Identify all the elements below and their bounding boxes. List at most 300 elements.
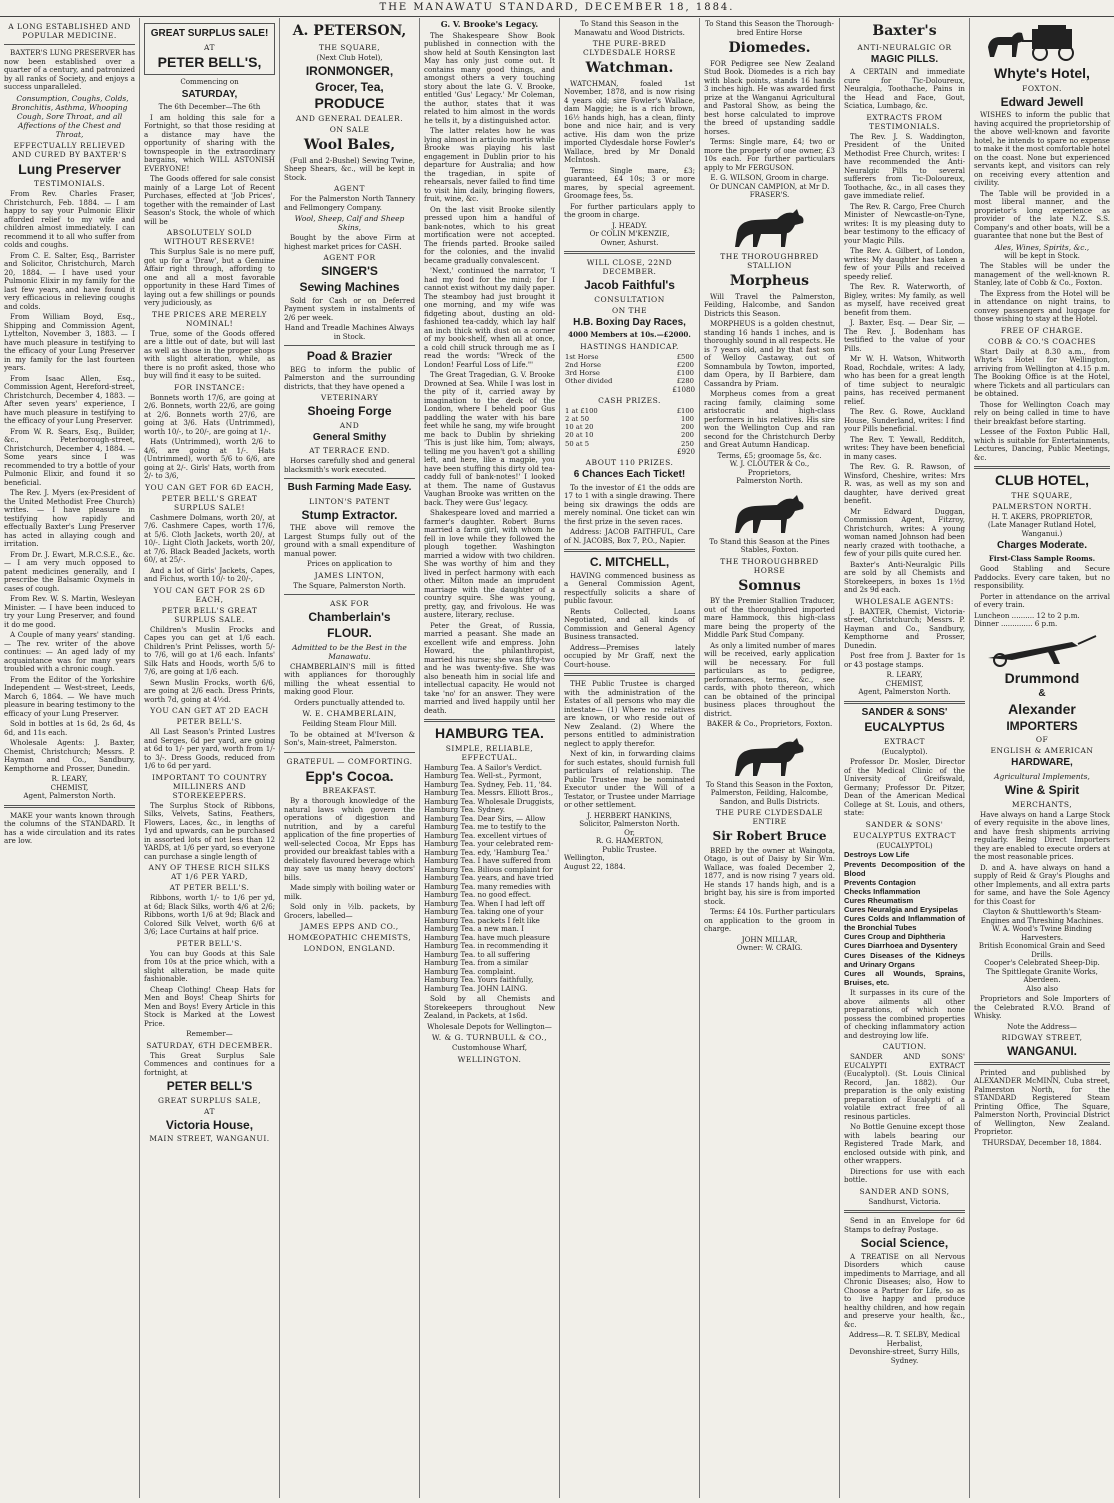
pills-sold: Baxter's Anti-Neuralgic Pills are sold by all Chemists and Storekeepers, in boxes 1s 1½d and 2s 9d each. xyxy=(844,559,965,595)
chamberlains: Chamberlain's xyxy=(308,610,391,625)
mitchell-address: Address—Premises lately occupied by Mr Graff, next the Court-house. xyxy=(564,642,695,669)
homeopathic: HOMŒOPATHIC CHEMISTS, xyxy=(287,933,412,943)
morpheus-title: Morpheus xyxy=(729,272,810,289)
divider xyxy=(4,805,135,808)
prize-table xyxy=(564,353,695,386)
shoeing-forge: Shoeing Forge xyxy=(307,404,392,419)
social-para: A TREATISE on all Nervous Disorders which cause impediments to Marriage, and all Chronic Diseases; also, How to Choose a Partner for Life, so as to live happy and produce healthy children, and how regain and preserve your health, &c., &c. xyxy=(844,1251,965,1329)
agent: AGENT xyxy=(334,184,365,194)
turnbull: W. & G. TURNBULL & CO., xyxy=(431,1033,548,1043)
epps-cocoa: Epp's Cocoa. xyxy=(305,767,394,784)
clayton: Clayton & Shuttleworth's Steam-Engines and Threshing Machines. xyxy=(980,907,1104,925)
stump-para: THE above will remove the Largest Stumps fully out of the ground with a small expenditure of manual power. xyxy=(284,523,415,558)
chamberlain-para: CHAMBERLAIN'S mill is fitted with appliances for thoroughly milling the wheat essential to making good Flour. xyxy=(284,661,415,697)
foxton: FOXTON. xyxy=(1022,83,1062,93)
extract: The Rev. T. Yewall, Redditch, writes: They have been beneficial in many cases. xyxy=(844,434,965,461)
legacy-para: The Great Tragedian, G. V. Brooke Drowned at Sea. While I was lost in the pity of it, carried away by imagination to the deck of the London, where I beheld poor Gus paddling the water with his bare feet while he sang, my wife brought me back to Dublin by shrieking 'This is just like him, Tom; always, telling me you haven't got a shilling left, and here, like a magpie, you have been stuffing this dirty old tea-caddy full of bank-notes!' I looked at them. The name of Gustavus Vaughan Brooke was written on the back. They were Gus' legacy. xyxy=(424,370,555,507)
legacy-para: The Shakespeare Show Book published in connection with the show held at South Kensington last May has only just come out. It contains many good things, and amongst others a very touching story about the late G. V. Brooke, entitled 'Gus' Legacy.' Mr Coleman, the author, states that it was related to him almost in the words he tells it, by a distinguished actor. xyxy=(424,30,555,125)
general-dealer: AND GENERAL DEALER. xyxy=(295,114,404,124)
millar: JOHN MILLAR, xyxy=(741,934,798,944)
hamburg-line: Hamburg Tea. When I had left off xyxy=(424,898,545,908)
extract: Mr Edward Duggan, Commission Agent, Fitzroy, Christchurch, writes: A young woman named Johnson had been nearly crazed with toothache, a few of your pills quite cured her. xyxy=(844,506,965,559)
cure-item: Checks Inflammation xyxy=(844,886,921,896)
spittlegate: The Spittlegate Granite Works, Aberdeen. xyxy=(986,966,1098,985)
also: Also also xyxy=(1026,983,1058,993)
alexander: Alexander xyxy=(1008,701,1076,718)
watchman-particulars: For further particulars apply to the groom in charge. xyxy=(564,201,695,220)
sale-remember: Remember— xyxy=(186,1029,233,1039)
hamburg-line: Hamburg Tea. excellent virtues of xyxy=(424,830,547,840)
produce: PRODUCE xyxy=(314,95,385,112)
ridgway: RIDGWAY STREET, xyxy=(1001,1033,1083,1043)
jacob-faithful: Jacob Faithful's xyxy=(584,278,675,293)
sale-each: YOU CAN GET AT 2D EACH xyxy=(150,706,269,716)
divider xyxy=(564,549,695,552)
testimonial: From W. R. Sears, Esq., Builder, &c., Peterborough-street, Christchurch, December 4, 1884. — Some years since I was recommended to try a bottle of your Pulmonic Elixir, and found it so beneficial. xyxy=(4,426,135,487)
legacy-para: 'Next,' continued the narrator, 'I had my food for the mind; for I cannot exist without my daily paper. The steamboy had just brought it one morning, and my wife was fidgeting about, dusting an old-fashioned tea-caddy, which lay half an inch thick with dust on a corner of my book-shelf, when all at once, a cold chill struck through me as I read the words: "Wreck of the London! Fearful Loss of Life."' xyxy=(424,266,555,369)
lintons-patent: LINTON'S PATENT xyxy=(309,496,390,506)
ales-wines: Ales, Wines, Spirits, &c., xyxy=(994,242,1090,252)
divider xyxy=(974,466,1110,469)
coach-para: Start Daily at 8.30 a.m., from Whyte's Hotel for Wellington, arriving from Wellington at 4.15 p.m. The Booking Office is at the Hotel, where Tickets and all particulars can be obtained. xyxy=(974,346,1110,399)
baxter-sold: Sold in bottles at 1s 6d, 2s 6d, 4s 6d, and 11s each. xyxy=(4,719,135,737)
d-para: Have always on hand a Large Stock of every requisite in the above lines, and have fresh shipments arriving regularly. Being Direct Importers they are enabled to execute orders at the most reasonable prices. xyxy=(974,809,1110,862)
prize-amount: £100 xyxy=(676,369,694,378)
baxter-relieved: EFFECTUALLY RELIEVED AND CURED BY BAXTER'S xyxy=(12,140,127,159)
sale-date: The 6th December—The 6th xyxy=(158,102,261,112)
prize-row xyxy=(564,369,695,377)
testimonial: The Rev. J. Myers (ex-President of the United Methodist Free Church) writes. — I have pleasure in testifying how rapidly and effectually Baxter's Lung Preserver has acted in allaying cough and irritation. xyxy=(4,488,135,549)
euc-superior: It surpasses in its cure of the above ailments all other preparations, of which none possess the combined properties of checking inflammatory action and destroying low life. xyxy=(844,988,965,1040)
bush-farming: Bush Farming Made Easy. xyxy=(287,482,412,494)
divider xyxy=(564,251,695,254)
legacy-para: Shakespeare loved and married a farmer's daughter. Robert Burns married a farm girl, with whom he fell in love while they followed the plough together. Washington married a widow with two children. She was worthy of him and they lived in perfect harmony with each other. Milton made an imprudent marriage with the daughter of a country squire. She was young, pretty, gay, and frivolous. He was austere, literary, recluse. xyxy=(424,508,555,620)
eucalyptol: (Eucalyptol). xyxy=(881,746,928,756)
for-instance: FOR INSTANCE: xyxy=(174,382,245,392)
grocer: Grocer, Tea, xyxy=(315,79,384,94)
pill-agents: J. BAXTER, Chemist, Victoria-street, Christchurch; Messrs. P. Hayman and Co., Sandbury, Kempthorne and Prosser, Dunedin. xyxy=(844,606,965,650)
prize-row xyxy=(564,431,695,439)
cooper: Cooper's Celebrated Sheep-Dip. xyxy=(984,958,1100,968)
divider xyxy=(284,752,415,753)
divider xyxy=(974,1062,1110,1065)
cure-item: Cures Croup and Diphtheria xyxy=(844,932,946,942)
hamburg-sold: Sold by all Chemists and Storekeepers throughout New Zealand, in Packets, at 1s6d. xyxy=(424,994,555,1021)
prize-label: 2nd Horse xyxy=(565,361,601,370)
solicitor: Solicitor, Palmerston North. xyxy=(579,819,680,829)
watchman-stand: To Stand this Season in the Manawatu and Wood Districts. xyxy=(574,19,685,37)
akers: H. T. AKERS, PROPRIETOR, xyxy=(991,511,1093,521)
prize-row xyxy=(564,440,695,448)
cash-total: £920 xyxy=(676,446,695,456)
testimonials-heading: TESTIMONIALS. xyxy=(33,179,106,189)
leary: R. LEARY, xyxy=(886,670,923,680)
stables-para: The Stables will be under the management of the well-known R. Stanley, late of Cobb & Co., Foxton. xyxy=(974,261,1110,288)
morpheus-travel: Will Travel the Palmerston, Feilding, Halcombe, and Sandon Districts this Season. xyxy=(704,291,835,318)
anti-neuralgic: ANTI-NEURALGIC OR xyxy=(857,42,952,52)
club-square: THE SQUARE, xyxy=(1011,490,1073,500)
somnus-para: BY the Premier Stallion Traducer, out of the thoroughbred imported mare Hammock, this high-class mare being the property of the Middle Park Stud Company. xyxy=(704,596,835,640)
cure-item: Prevents Contagion xyxy=(844,877,916,887)
column-5 xyxy=(560,18,700,1498)
pines-stand: To Stand this Season at the Pines Stables, Foxton. xyxy=(709,536,830,555)
peterson-next: (Next Club Hotel), xyxy=(316,52,383,62)
on-the: ON THE xyxy=(611,305,648,315)
hamburg-line: Hamburg Tea. Sydney, Feb. 11, '84. xyxy=(424,779,552,789)
sale-banner: PETER BELL'S GREAT SURPLUS SALE. xyxy=(161,605,258,624)
jewell-para: WISHES to inform the public that having acquired the proprietorship of the above well-known and favorite hotel, he intends to spare no expense to make it the most comfortable hotel on the coast. None but experienced servants kept, and visitors can rely on receiving every attention and civility. xyxy=(974,110,1110,188)
coach-para2: Those for Wellington Coach may rely on being called in time to have their breakfast before starting. xyxy=(974,399,1110,426)
robert-bruce-title: Sir Robert Bruce xyxy=(712,829,827,844)
baxter-lead: A LONG ESTABLISHED AND POPULAR MEDICINE. xyxy=(8,22,131,40)
sandhurst: Sandhurst, Victoria. xyxy=(868,1196,941,1206)
james-linton: JAMES LINTON, xyxy=(314,570,385,580)
extract: Mr W. H. Watson, Whitworth Road, Rochdale, writes: A lady, who has been for a great length of time subject to neuralgic pains, has received permanent relief. xyxy=(844,354,965,406)
column-6 xyxy=(700,18,840,1498)
stagecoach-icon xyxy=(982,23,1102,63)
stump-prices: Prices on application to xyxy=(307,559,392,569)
prize-amount: £100 xyxy=(676,407,694,416)
chances-para: To the investor of £1 the odds are 17 to 1 with a single drawing. There being six drawings the odds are merely nominal. One ticket can win the first prize in the seven races. xyxy=(564,482,695,526)
agent-palm: Agent, Palmerston North. xyxy=(858,687,951,697)
jf-address: Address: JACOB FAITHFUL, Care of N. JACOBS, Box 7, P.O., Napier. xyxy=(564,527,695,545)
hamburg-line: Hamburg Tea. Bilious complaint for xyxy=(424,864,553,874)
baxters-title: Baxter's xyxy=(872,23,937,39)
testimonial: From Rev. W. S. Martin, Wesleyan Minister. — I have been induced to try your Lung Preserver, and found it do me good. xyxy=(4,594,135,629)
hand-treadle: Hand and Treadle Machines Always in Stock. xyxy=(284,323,415,341)
london: LONDON, ENGLAND. xyxy=(303,944,396,954)
cure-item: Cures all Wounds, Sprains, Bruises, etc. xyxy=(844,968,965,987)
akers-late: (Late Manager Rutland Hotel, Wanganui.) xyxy=(987,520,1097,538)
club-hotel: CLUB HOTEL, xyxy=(994,472,1090,489)
english-american: ENGLISH & AMERICAN xyxy=(990,746,1094,756)
palm-north: Palmerston North. xyxy=(736,476,803,486)
baxter-intro: BAXTER'S LUNG PRESERVER has now been established over a quarter of a century, and patronized by all ranks of Society, and enjoys a success unparalleled. xyxy=(4,48,135,91)
testimonial: From William Boyd, Esq., Shipping and Commission Agent, Lyttelton, November 3, 1883. — I have much pleasure in testifying to the efficacy of your Lung Preserver in my family for the last fourteen years. xyxy=(4,312,135,373)
cure-item: Cures Diarrhoea and Dysentery xyxy=(844,941,958,951)
drummond: Drummond xyxy=(1004,669,1080,686)
prize-amount: £500 xyxy=(676,352,694,361)
veterinary: VETERINARY xyxy=(320,393,379,403)
hamburg-line: Hamburg Tea. a new man. I xyxy=(424,924,524,934)
baxter-ailments: Consumption, Coughs, Colds, Bronchitis, Asthma, Whooping Cough, Sore Throat, and all Affections of the Chest and Throat, xyxy=(11,93,129,139)
watchman-terms: Terms: Single mare, £3; guaranteed, £4 10s; 3 or more mares, by special agreement. Groomage fees, 5s. xyxy=(564,165,695,201)
charges-moderate: Charges Moderate. xyxy=(996,540,1088,552)
skins: Wool, Sheep, Calf and Sheep Skins, xyxy=(294,214,405,233)
eucalyptus: EUCALYPTUS xyxy=(864,720,945,735)
linton-place: The Square, Palmerston North. xyxy=(293,580,406,590)
whytes-hotel: Whyte's Hotel, xyxy=(994,65,1090,81)
porter: Porter in attendance on the arrival of every train. xyxy=(974,591,1110,610)
grateful-comforting: GRATEFUL — COMFORTING. xyxy=(286,756,413,766)
will-close: WILL CLOSE, 22ND DECEMBER. xyxy=(586,258,673,277)
divider xyxy=(844,701,965,704)
sale-important: IMPORTANT TO COUNTRY MILLINERS AND STOREKEEPERS. xyxy=(152,772,267,800)
hamburg-list xyxy=(424,764,555,994)
prize-amount: 100 xyxy=(681,415,694,424)
sale-saturday: SATURDAY, 6TH DECEMBER. xyxy=(146,1040,273,1050)
directions: Directions for use with each bottle. xyxy=(844,1166,965,1185)
clouter: W. J. CLOUTER & Co., xyxy=(729,459,810,469)
column-1 xyxy=(0,18,140,1498)
trustee-para2: Next of kin, in forwarding claims for such estates, should furnish full particulars of relationship. The Public Trustee may be nominated Executor under the Will of a Testator, or Trustee under Marriage or other settlement. xyxy=(564,749,695,810)
prize-label: Other divided xyxy=(565,377,613,386)
somnus-title: Somnus xyxy=(738,577,801,594)
dinner: Dinner .............. 6 p.m. xyxy=(974,619,1058,629)
british: British Economical Grain and Seed Drills. xyxy=(978,941,1106,959)
column-7 xyxy=(840,18,970,1498)
prize-label: 20 at 10 xyxy=(565,431,594,440)
hamburg-line: Hamburg Tea. many remedies with xyxy=(424,881,551,891)
wilson: E. G. WILSON, Groom in charge. xyxy=(710,173,829,183)
members: 4000 Members at 10s.—£2000. xyxy=(568,330,691,340)
extract: The Rev. R. Waterworth, of Bigley, writes: My family, as well as myself, have received great benefit from them. xyxy=(844,282,965,317)
hardware: HARDWARE, xyxy=(1011,757,1073,769)
sale-at: AT xyxy=(203,42,215,52)
breakfast: BREAKFAST. xyxy=(322,786,377,796)
divider xyxy=(284,478,415,479)
bruce-stand: To Stand this Season in the Foxton, Palmerston, Feilding, Halcombe, Sandon, and Bulls Districts. xyxy=(705,779,834,806)
prize-amount: £200 xyxy=(676,361,694,370)
ironmonger: IRONMONGER, xyxy=(305,64,394,79)
club-palm: PALMERSTON NORTH. xyxy=(992,501,1092,511)
rents: Rents Collected, Loans Negotiated, and all kinds of Commission and General Agency Business transacted. xyxy=(564,606,695,642)
peter-bells-title: PETER BELL'S, xyxy=(157,53,262,70)
hamburg-line: Hamburg Tea. taking one of your xyxy=(424,907,544,917)
sander-sons: SANDER & SONS' xyxy=(861,706,948,718)
diomedes-para: FOR Pedigree see New Zealand Stud Book. Diomedes is a rich bay with black points, stands 16 hands 3 inches high. He was awarded first prize at the Wanganui Agricultural and Pastoral Show, as being the best horse calculated to improve the breed of upstanding saddle horses. xyxy=(704,58,835,136)
sale-banner: AT PETER BELL'S. xyxy=(169,883,250,893)
epps-para: By a thorough knowledge of the natural laws which govern the operations of digestion and nutrition, and by a careful application of the fine properties of well-selected Cocoa, Mr Epps has provided our breakfast tables with a delicately flavoured beverage which may save us many heavy doctors' bills. xyxy=(284,796,415,882)
prize-row xyxy=(564,415,695,423)
prize-row xyxy=(564,423,695,431)
sale-paragraph: Sewn Muslin Frocks, worth 6/6, are going at 2/6 each. Dress Prints, worth 7d, going at 4½d. xyxy=(144,677,275,704)
divider xyxy=(4,44,135,45)
extract: The Rev. A. Gilbert, of London, writes: My daughter has taken a few of your Pills and received speedy relief. xyxy=(844,246,965,281)
prize-label: 2 at 50 xyxy=(565,415,590,424)
selby-address: Address—R. T. SELBY, Medical Herbalist, xyxy=(848,1330,961,1348)
column-2 xyxy=(140,18,280,1498)
hamburg-line: Hamburg Tea. no good effect. xyxy=(424,890,532,900)
prize-row xyxy=(564,361,695,369)
hamburg-line: Hamburg Tea. your celebrated rem- xyxy=(424,839,554,849)
hamburg-line: Hamburg Tea. in recommending it xyxy=(424,941,548,951)
divider xyxy=(284,594,415,595)
column-3 xyxy=(280,18,420,1498)
extracts: EXTRACTS FROM TESTIMONIALS. xyxy=(866,112,943,131)
hamburg-line: Hamburg Tea. from a similar xyxy=(424,958,529,968)
prize-label: 50 at 5 xyxy=(565,439,590,448)
euc-para: Professor Dr. Mosler, Director of the Medical Clinic of the University of Greifswald, Germany; Professor Dr. Pitzer, Dean of the American Medical College at St. Louis, and others, state: xyxy=(844,757,965,818)
express-para: The Express from the Hotel will be in attendance on night trains, to convey passengers and luggage for those wishing to stay at the Hotel. xyxy=(974,288,1110,324)
sale-each: YOU CAN GET FOR 6D EACH, xyxy=(145,482,274,492)
bruce-para: BRED by the owner at Waingota, Otago, is out of Daisy by Sir Wm. Wallace, was foaled December 2, 1877, and is now rising 7 years old. He stands 17 hands high, and is a bright bay, his sire is from imported stock. xyxy=(704,845,835,906)
craig: Owner: W. CRAIG. xyxy=(736,943,803,953)
divider xyxy=(424,719,555,722)
hamburg-line: Hamburg Tea. Dear Sirs, — Allow xyxy=(424,813,546,823)
testimonial: From Dr. J. Ewart, M.R.C.S.E., &c. — I am very much opposed to patent medicines generally, and I prescribe the Balsamic Oxymels in cases of cough. xyxy=(4,549,135,593)
orders: Orders punctually attended to. xyxy=(294,697,405,707)
agent-title: CHEMIST, xyxy=(50,782,89,792)
thoroughbred-horse: THE THOROUGHBRED HORSE xyxy=(720,556,819,575)
mitchell-para: HAVING commenced business as a General Commission Agent, respectfully solicits a share of public favour. xyxy=(564,570,695,606)
watchman-para: WATCHMAN, foaled 1st November, 1878, and is now rising 4 years old; sire Fowler's Wallace, dam Maggie; he is a rich brown, 16½ hands high, has a clean, flinty bone and nice hair, and is very active. His dam won the prize imported Clydesdale horse Fowler's Wallace, bred by Mr Donald McIntosh. xyxy=(564,78,695,165)
cash-prizes: CASH PRIZES. xyxy=(598,396,661,406)
lung-preserver-title: Lung Preserver xyxy=(18,160,121,177)
sale-paragraph: Ribbons, worth 1/- to 1/6 per yd, at 6d; Black Silks, worth 4/6 at 2/6; Ribbons, worth 1/6 at 9d; Black and Colored Silk Velvet, worth 6/6 at 3/6; Lace Curtains at half price. xyxy=(144,893,275,937)
trustee-date: August 22, 1884. xyxy=(564,861,626,871)
divider xyxy=(844,1210,965,1213)
imprint: Printed and published by ALEXANDER McMINN, Cuba street, Palmerston North, for the STANDARD Registered Steam Printing Office, The Square, Palmerston North, Provincial District of Wellington, New Zealand. Proprietor. xyxy=(974,1067,1110,1137)
trustee-para: THE Public Trustee is charged with the administration of the Estates of all persons who may die intestate— (1) Where no relatives are known, or who reside out of New Zealand. (2) Where the persons entitled to administration neglect to apply therefor. xyxy=(564,679,695,748)
diomedes-title: Diomedes. xyxy=(728,40,811,56)
plough-icon xyxy=(982,632,1102,668)
hamburg-line: Hamburg Tea. years, and have tried xyxy=(424,873,554,883)
victoria-house: Victoria House, xyxy=(165,1117,254,1132)
prize-label: 1st Horse xyxy=(565,352,599,361)
steam-mill: Feilding Steam Flour Mill. xyxy=(302,719,397,729)
agent-for-singer: AGENT FOR xyxy=(323,253,376,263)
epps-made: Made simply with boiling water or milk. xyxy=(284,883,415,901)
hastings-handicap: HASTINGS HANDICAP. xyxy=(580,341,679,351)
sale-paragraph: And a lot of Girls' Jackets, Capes, and Fichus, worth 10/- to 20/-, xyxy=(144,565,275,584)
victoria-house-address: MAIN STREET, WANGANUI. xyxy=(149,1134,270,1144)
horse-icon xyxy=(725,732,815,778)
hamburg-sub: SIMPLE, RELIABLE, EFFECTUAL. xyxy=(445,743,534,762)
imprint-date: THURSDAY, December 18, 1884. xyxy=(982,1137,1102,1147)
sale-day: SATURDAY, xyxy=(181,88,238,100)
singer: SINGER'S xyxy=(321,264,378,279)
sale-heading: GREAT SURPLUS SALE! xyxy=(150,28,269,39)
hamburg-line: Hamburg Tea. me to testify to the xyxy=(424,822,546,832)
horse-icon xyxy=(725,489,815,535)
hamburg-line: Hamburg Tea. Sydney. xyxy=(424,805,506,815)
wholesale-depots: Wholesale Depots for Wellington— xyxy=(427,1021,552,1031)
testimonial: A Couple of many years' standing. — The rev. writer of the above continues: — An aged lady of my acquaintance was for many years troubled with a chronic cough. xyxy=(4,630,135,674)
cure-item: Cures Colds and Inflammation of the Bronchial Tubes xyxy=(844,914,965,933)
hamburg-line: Hamburg Tea. Well-st., Pyrmont, xyxy=(424,771,542,781)
lessee: Lessee of the Foxton Public Hall, which is suitable for Entertainments, Lectures, Dancing, Public Meetings, &c. xyxy=(974,427,1110,462)
wellington-place: Wellington, xyxy=(564,853,605,863)
note-address: Note the Address— xyxy=(1007,1021,1077,1031)
cure-item: Cures Neuralgia and Erysipelas xyxy=(844,905,958,915)
wellington: WELLINGTON. xyxy=(457,1054,522,1064)
colin: Or COLIN M'KENZIE, xyxy=(589,229,670,239)
post-free: Post free from J. Baxter for 1s or 43 postage stamps. xyxy=(844,651,965,669)
column-4 xyxy=(420,18,560,1498)
kept-in-stock: will be kept in Stock. xyxy=(1004,250,1080,260)
cure-item: Cures Rheumatism xyxy=(844,895,914,905)
euc-extract-2: EUCALYPTUS EXTRACT xyxy=(853,830,956,840)
horse-icon xyxy=(725,203,815,249)
agent-place: Agent, Palmerston North. xyxy=(23,791,116,801)
sale-banner: PETER BELL'S. xyxy=(176,717,243,727)
legacy-para: The latter relates how he was lying almost in articulo mortis while Brooke was playing his last engagement in Dublin prior to his departure for Australia; and how the tragedian, in spite of rehearsals, never failed to find time to visit him daily, bringing flowers, fruit, wine, &c. xyxy=(424,126,555,204)
d-para2: D. and A. have always on hand a supply of Reid & Gray's Ploughs and other Implements, and all extra parts for same, and have the Sole Agency for this Coast for xyxy=(974,862,1110,906)
we-chamberlain: W. E. CHAMBERLAIN, xyxy=(302,709,397,719)
hamburg-line: Hamburg Tea. Messrs. Elliott Bros., xyxy=(424,788,554,798)
testimonial: From Rev. Charles Fraser, Christchurch, Feb. 1884. — I am happy to say your Pulmonic Elixir afforded relief to my wife and children almost immediately. I can recommend it to all who suffer from colds and coughs. xyxy=(4,189,135,250)
divider xyxy=(284,345,415,346)
testimonial: From C. E. Salter, Esq., Barrister and Solicitor, Christchurch, March 20, 1884. — I have used your Pulmonic Elixir in my family for the last few years, and have found it very efficacious in relieving coughs and colds. xyxy=(4,250,135,311)
hamburg-line: Hamburg Tea. I have suffered from xyxy=(424,856,551,866)
obtain: To be obtained at M'Iverson & Son's, Main-street, Palmerston. xyxy=(284,729,415,748)
sale-banner: PETER BELL'S GREAT SURPLUS SALE! xyxy=(161,493,258,512)
divider xyxy=(564,673,695,676)
public-trustee: Public Trustee. xyxy=(602,844,657,854)
prize-row xyxy=(564,353,695,361)
selby-address-3: Sydney. xyxy=(890,1355,919,1365)
consultation: CONSULTATION xyxy=(594,294,665,304)
agent-name: R. LEARY, xyxy=(51,774,88,784)
extract: The Rev. J. S. Waddington, President of the United Methodist Free Church, writes: I have recommended the Anti-Neuralgic Pills to several sufferers from Tic-Doloureux, Toothache, &c., in all cases they gave immediate relief. xyxy=(844,131,965,201)
flour: FLOUR. xyxy=(327,626,372,641)
sample-rooms: First-Class Sample Rooms. xyxy=(988,553,1096,563)
ask-for: ASK FOR xyxy=(329,599,370,609)
singer-sold: Sold for Cash or on Deferred Payment system in instalments of 2/6 per week. xyxy=(284,295,415,322)
prize-label: 10 at 20 xyxy=(565,423,594,432)
heady: J. HEADY. xyxy=(612,220,647,230)
chemist: CHEMIST, xyxy=(885,678,924,688)
hamburg-line: Hamburg Tea. Yours faithfully, xyxy=(424,975,534,985)
commencing: Commencing on xyxy=(180,77,239,87)
about-prizes: ABOUT 110 PRIZES. xyxy=(585,458,674,468)
wood: W. A. Wood's Twine Binding Harvesters. xyxy=(992,924,1092,942)
sale-cleared: ABSOLUTELY SOLD WITHOUT RESERVE! xyxy=(163,228,256,247)
horses-shod: Horses carefully shod and general blacksmith's work executed. xyxy=(284,456,415,474)
selby-address-2: Devonshire-street, Surry Hills, xyxy=(849,1347,960,1357)
hamburg-line: Hamburg Tea. JOHN LAING. xyxy=(424,983,528,993)
bought: Bought by the above Firm at highest market prices for CASH. xyxy=(284,233,415,251)
merchants: MERCHANTS, xyxy=(1011,799,1073,809)
hamburg-line: Hamburg Tea. complaint. xyxy=(424,966,516,976)
agent-for: For the Palmerston North Tannery and Fellmongery Company. xyxy=(284,194,415,212)
hamburg-line: Hamburg Tea. have much pleasure xyxy=(424,932,550,942)
six-chances: 6 Chances Each Ticket! xyxy=(573,469,686,481)
prize-amount: 200 xyxy=(681,423,694,432)
wholesale-agents: WHOLESALE AGENTS: xyxy=(855,596,954,606)
sale-paragraph: This Great Surplus Sale Commences and continues for a fortnight, at xyxy=(144,1050,275,1077)
baker: BAKER & Co., Proprietors, Foxton. xyxy=(706,719,833,729)
caution-para: SANDER AND SONS' EUCALYPTI EXTRACT (Eucalyptol). (St. Louis Clinical Record, Jan. 1882). Our preparation is the only existing preparation of Eucalypti of a volatile extract free of all resinous particles. xyxy=(844,1052,965,1121)
sale-paragraph: Cheap Clothing! Cheap Hats for Men and Boys! Cheap Shirts for Men and Boys! Every Article in this Stock is Marked at the Lowest Price. xyxy=(144,984,275,1028)
hamerton: R. G. HAMERTON, xyxy=(595,836,664,846)
sale-paragraph: All Last Season's Printed Lustres and Serges, 6d per yard, are going at 6d to 1/- per yard, worth from 1/- to 3/-. Dress Goods, reduced from 1/6 to 6d per yard. xyxy=(144,727,275,771)
extract: The Rev. R. Cargo, Free Church Minister of Newcastle-on-Tyne, writes: It is my pleasing duty to bear testimony to the efficacy of your Magic Pills. xyxy=(844,201,965,245)
sale-footer-sub: GREAT SURPLUS SALE, xyxy=(158,1095,261,1105)
sale-paragraph: Hats (Untrimmed), worth 2/6 to 4/6, are going at 1/-. Hats (Untrimmed), worth 5/6 to 6/6, are going at 2/-. Girls' Hats, worth from 2/- to 3/6, xyxy=(144,437,275,481)
hamburg-tea-title: HAMBURG TEA. xyxy=(435,725,544,742)
sewing-machines: Sewing Machines xyxy=(299,280,400,295)
baxter-para: A CERTAIN and immediate cure for Tic-Doloureux, Neuralgia, Toothache, Pains in the Head and Face, Gout, Sciatica, Lumbago, &c. xyxy=(844,67,965,111)
masthead: THE MANAWATU STANDARD, DECEMBER 18, 1884. xyxy=(0,0,1114,17)
watchman-title: Watchman. xyxy=(585,60,674,76)
prize-row xyxy=(564,407,695,415)
wool-bales: Wool Bales, xyxy=(303,137,396,154)
make-wants: MAKE your wants known through the columns of the STANDARD. It has a wide circulation and its rates are low. xyxy=(4,810,135,846)
james-epps: JAMES EPPS AND CO., xyxy=(300,922,399,932)
terrace-end: AT TERRACE END. xyxy=(309,446,390,456)
sale-prices: THE PRICES ARE MERELY NOMINAL! xyxy=(152,309,267,328)
sale-paragraph: The Surplus Stock of Ribbons, Silks, Velvets, Satins, Feathers, Flowers, Laces, &c., in lengths of 1yd and upwards, can be purchased in assorted lots of not less than 12 YARDS, at 1/6 per yard, so everyone can purchase a single length of xyxy=(144,800,275,861)
sale-paragraph: You can buy Goods at this Sale from 10s at the price which, with a slight alteration, be made quite fashionable. xyxy=(144,948,275,984)
sale-footer-name: PETER BELL'S xyxy=(166,1079,253,1094)
sale-banner: PETER BELL'S. xyxy=(176,938,243,948)
sale-each: YOU CAN GET FOR 2S 6D EACH, xyxy=(153,585,266,604)
sander-and-sons: SANDER AND SONS, xyxy=(859,1186,950,1196)
hamburg-line: Hamburg Tea. A Sailor's Verdict. xyxy=(424,762,543,772)
prize-amount: 200 xyxy=(681,431,694,440)
